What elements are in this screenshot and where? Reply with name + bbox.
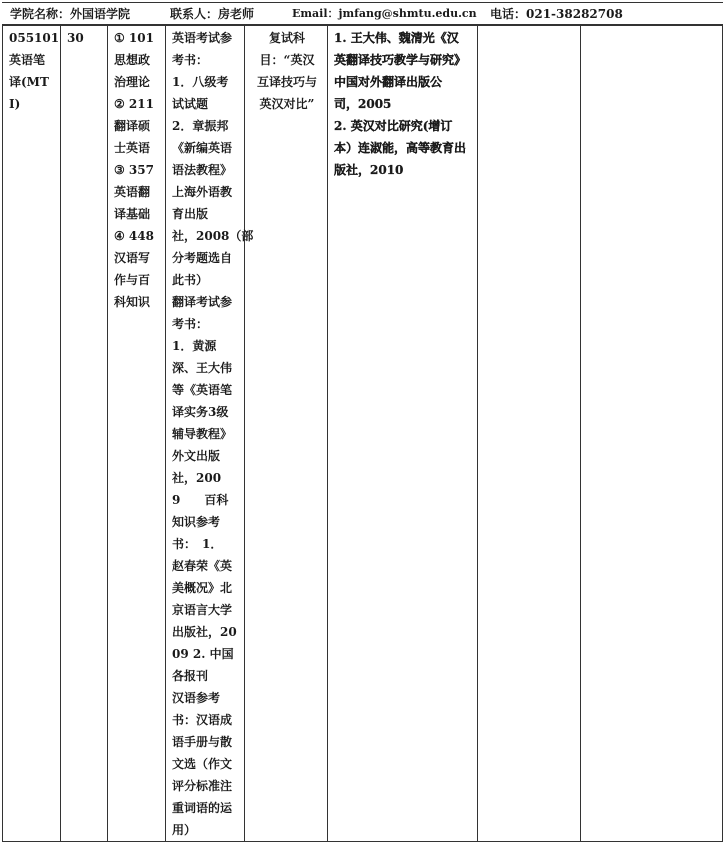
text-line: 京语言大学: [172, 603, 233, 617]
contact-person: 联系人：房老师: [170, 7, 255, 21]
text-line: 互译技巧与: [256, 75, 317, 89]
retest-references-cell: [328, 25, 478, 842]
text-line: 作与百: [114, 273, 151, 287]
text-line: 英语笔: [9, 53, 46, 67]
contact-phone: 电话：021-38282708: [490, 7, 623, 21]
program-table: [2, 24, 723, 842]
text-line: 赵春荣《英: [172, 559, 233, 573]
enrollment-quota: 30: [67, 31, 84, 45]
text-line: 用）: [172, 823, 197, 837]
text-line: 中国对外翻译出版公: [334, 75, 443, 89]
text-line: 英语考试参: [172, 31, 233, 45]
text-line: I): [9, 97, 21, 111]
reference-books-cell: [166, 25, 254, 842]
text-line: 出版社，20: [172, 625, 237, 639]
text-line: 试试题: [172, 97, 209, 111]
text-line: 分考题选自: [172, 251, 233, 265]
retest-subject-cell: [245, 25, 328, 842]
text-line: 等《英语笔: [172, 383, 233, 397]
text-line: 译(MT: [9, 75, 49, 89]
text-line: 外文出版: [172, 449, 221, 463]
text-line: 司，2005: [334, 97, 392, 111]
text-line: 英语翻: [114, 185, 151, 199]
college-name: 学院名称：外国语学院: [10, 7, 131, 21]
text-line: 文选（作文: [172, 757, 233, 771]
text-line: 书：汉语成: [172, 713, 233, 727]
text-line: 汉语写: [114, 251, 151, 265]
text-line: 评分标准注: [172, 779, 233, 793]
text-line: 重词语的运: [172, 801, 233, 815]
exam-subjects-cell: [108, 25, 166, 842]
text-line: 汉语参考: [172, 691, 221, 705]
exam-subject-lines: [114, 27, 161, 313]
retest-subject-lines: [251, 27, 323, 115]
text-line: 2. 英汉对比研究(增订: [334, 119, 453, 133]
text-line: 各报刊: [172, 669, 209, 683]
text-line: 本）连淑能，高等教育出: [334, 141, 467, 155]
text-line: 复试科: [268, 31, 305, 45]
text-line: 1. 王大伟、魏清光《汉: [334, 31, 459, 45]
text-line: 《新编英语: [172, 141, 233, 155]
text-line: 1．八级考: [172, 75, 229, 89]
text-line: 目：“英汉: [259, 53, 315, 67]
text-line: 科知识: [114, 295, 151, 309]
retest-reference-lines: [334, 27, 473, 181]
text-line: 英汉对比”: [259, 97, 315, 111]
text-line: 美概况》北: [172, 581, 233, 595]
text-line: 翻译考试参: [172, 295, 233, 309]
text-line: 此书）: [172, 273, 209, 287]
text-line: 译实务3级: [172, 405, 229, 419]
text-line: 育出版: [172, 207, 209, 221]
text-line: 考书：: [172, 317, 209, 331]
text-line: 深、王大伟: [172, 361, 233, 375]
text-line: 思想政: [114, 53, 151, 67]
text-line: 考书：: [172, 53, 209, 67]
text-line: 上海外语教: [172, 185, 233, 199]
text-line: 知识参考: [172, 515, 221, 529]
text-line: ④ 448: [114, 229, 154, 243]
text-line: 9 百科: [172, 493, 229, 507]
text-line: 社，2008（部: [172, 229, 254, 243]
text-line: 语法教程》: [172, 163, 233, 177]
college-header-bar: [2, 2, 723, 26]
text-line: 译基础: [114, 207, 151, 221]
reference-book-lines: [172, 27, 254, 841]
text-line: 翻译硕: [114, 119, 151, 133]
extra-cell: [581, 25, 723, 842]
text-line: 社，200: [172, 471, 222, 485]
text-line: 055101: [9, 31, 60, 45]
text-line: ② 211: [114, 97, 154, 111]
text-line: 语手册与散: [172, 735, 233, 749]
text-line: 1．黄源: [172, 339, 217, 353]
program-code-lines: [9, 27, 60, 115]
quota-cell: [61, 25, 108, 842]
text-line: ③ 357: [114, 163, 154, 177]
contact-email: Email：jmfang@shmtu.edu.cn: [292, 7, 477, 20]
table-row: [3, 25, 723, 842]
text-line: 治理论: [114, 75, 151, 89]
remarks-cell: [478, 25, 581, 842]
program-code-cell: [3, 25, 61, 842]
text-line: 英翻译技巧教学与研究》: [334, 53, 467, 67]
text-line: 士英语: [114, 141, 151, 155]
text-line: 辅导教程》: [172, 427, 233, 441]
text-line: ① 101: [114, 31, 154, 45]
text-line: 版社，2010: [334, 163, 404, 177]
text-line: 2．章振邦: [172, 119, 229, 133]
text-line: 09 2. 中国: [172, 647, 234, 661]
text-line: 书： 1．: [172, 537, 223, 551]
